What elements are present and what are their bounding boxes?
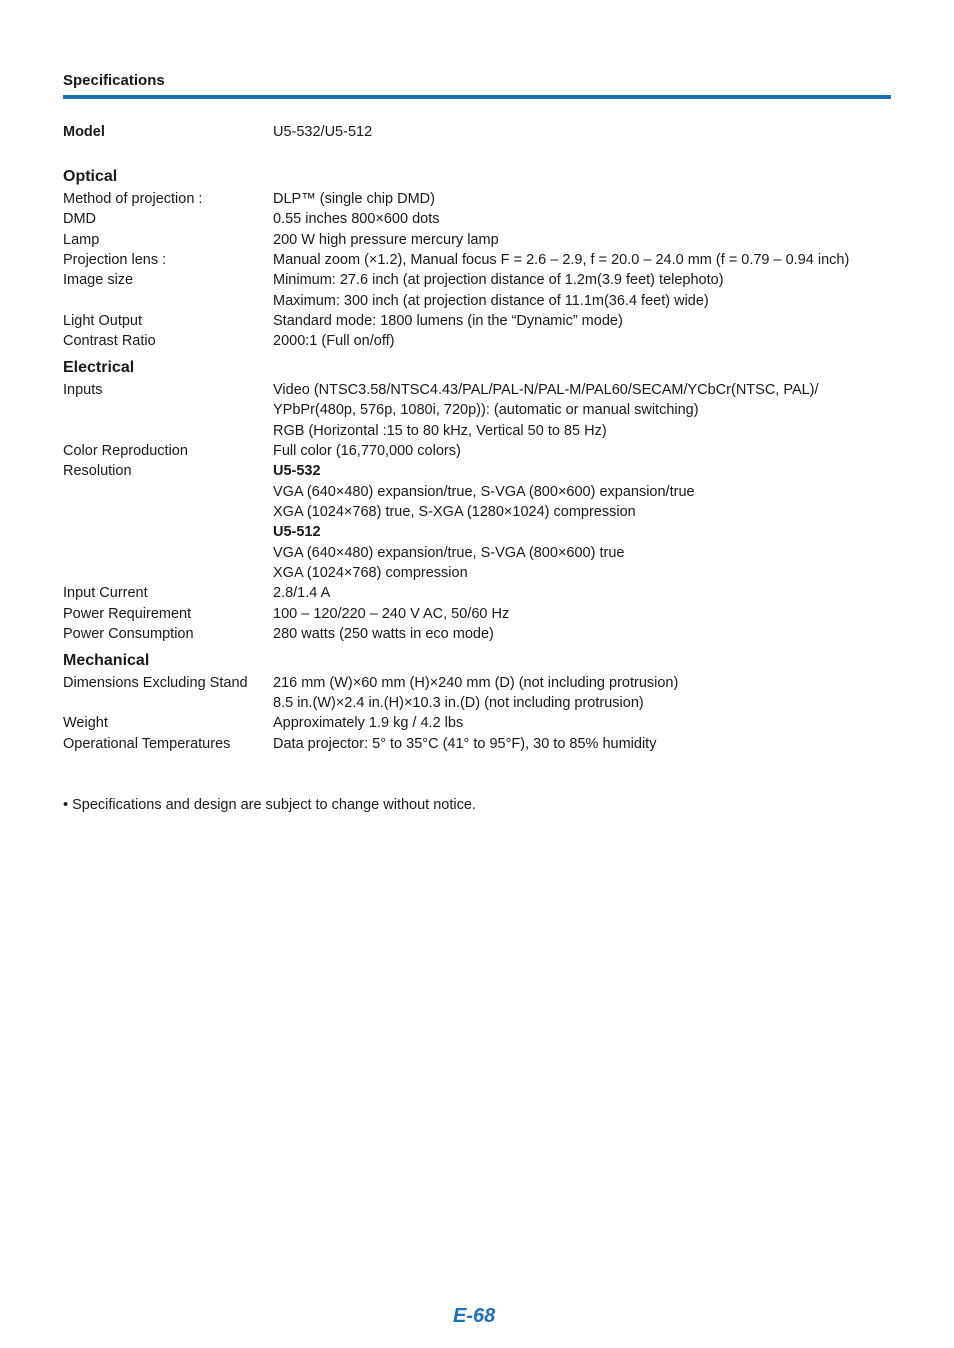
spec-row	[63, 583, 891, 603]
spec-label: Lamp	[63, 232, 100, 248]
spec-value: Full color (16,770,000 colors)	[273, 443, 461, 459]
spec-label: Image size	[63, 272, 134, 288]
spec-value: Standard mode: 1800 lumens (in the “Dynamic” mode)	[273, 313, 623, 329]
spec-label: Light Output	[63, 313, 142, 329]
spec-value: Minimum: 27.6 inch (at projection distance of 1.2m(3.9 feet) telephoto)	[273, 272, 724, 288]
spec-label: Inputs	[63, 382, 103, 398]
spec-value: XGA (1024×768) compression	[273, 565, 468, 581]
spec-row	[63, 209, 891, 229]
spec-label: Operational Temperatures	[63, 736, 231, 752]
spec-value: 2000:1 (Full on/off)	[273, 333, 395, 349]
spec-row	[63, 380, 891, 400]
spec-row	[63, 673, 891, 693]
spec-label: Power Consumption	[63, 626, 194, 642]
spec-row	[63, 502, 891, 522]
spec-row	[63, 734, 891, 754]
spec-row	[63, 693, 891, 713]
spec-value: 8.5 in.(W)×2.4 in.(H)×10.3 in.(D) (not including protrusion)	[273, 695, 644, 711]
spec-value: 100 – 120/220 – 240 V AC, 50/60 Hz	[273, 606, 510, 622]
spec-value: VGA (640×480) expansion/true, S-VGA (800×600) true	[273, 545, 625, 561]
spec-label: Contrast Ratio	[63, 333, 156, 349]
model-subheading: U5-512	[273, 524, 321, 540]
spec-value: Manual zoom (×1.2), Manual focus F = 2.6 – 2.9, f = 20.0 – 24.0 mm (f = 0.79 – 0.94 inch)	[273, 252, 850, 268]
spec-row	[63, 441, 891, 461]
spec-row	[63, 563, 891, 583]
spec-row	[63, 250, 891, 270]
spec-row	[63, 604, 891, 624]
spec-label: Weight	[63, 715, 108, 731]
spec-value: DLP™ (single chip DMD)	[273, 191, 435, 207]
spec-label: Color Reproduction	[63, 443, 188, 459]
spec-row	[63, 400, 891, 420]
spec-row	[63, 270, 891, 290]
spec-row	[63, 461, 891, 481]
spec-value: 280 watts (250 watts in eco mode)	[273, 626, 494, 642]
spec-row	[63, 331, 891, 351]
spec-label: DMD	[63, 211, 97, 227]
spec-row	[63, 189, 891, 209]
spec-row	[63, 543, 891, 563]
spec-row	[63, 624, 891, 644]
section-title-optical: Optical	[63, 168, 118, 185]
spec-value: XGA (1024×768) true, S-XGA (1280×1024) compression	[273, 504, 636, 520]
spec-value: 200 W high pressure mercury lamp	[273, 232, 499, 248]
spec-value: U5-532/U5-512	[273, 124, 373, 140]
footnote: • Specifications and design are subject to change without notice.	[63, 797, 476, 813]
spec-label: Power Requirement	[63, 606, 192, 622]
spec-value: 216 mm (W)×60 mm (H)×240 mm (D) (not including protrusion)	[273, 675, 679, 691]
spec-row	[63, 482, 891, 502]
spec-label: Input Current	[63, 585, 148, 601]
section-title-electrical: Electrical	[63, 359, 135, 376]
model-subheading: U5-532	[273, 463, 321, 479]
header-rule	[63, 95, 891, 99]
spec-value: Approximately 1.9 kg / 4.2 lbs	[273, 715, 464, 731]
spec-value: VGA (640×480) expansion/true, S-VGA (800×600) expansion/true	[273, 484, 695, 500]
spec-row	[63, 311, 891, 331]
page-header-title: Specifications	[63, 72, 165, 89]
spec-label: Resolution	[63, 463, 132, 479]
spec-row	[63, 713, 891, 733]
spec-value: YPbPr(480p, 576p, 1080i, 720p)): (automatic or manual switching)	[273, 402, 699, 418]
section-title-mechanical: Mechanical	[63, 652, 150, 669]
spec-value: 2.8/1.4 A	[273, 585, 331, 601]
spec-row-model	[63, 122, 891, 142]
spec-row	[63, 421, 891, 441]
spec-label: Projection lens :	[63, 252, 167, 268]
spec-row	[63, 230, 891, 250]
spec-label: Method of projection :	[63, 191, 203, 207]
spec-value: Maximum: 300 inch (at projection distance of 11.1m(36.4 feet) wide)	[273, 293, 709, 309]
spec-value: RGB (Horizontal :15 to 80 kHz, Vertical 50 to 85 Hz)	[273, 423, 607, 439]
spec-value: Data projector: 5° to 35°C (41° to 95°F), 30 to 85% humidity	[273, 736, 657, 752]
spec-label: Model	[63, 124, 105, 140]
spec-row	[63, 522, 891, 542]
page-number: E-68	[453, 1305, 496, 1327]
spec-row	[63, 291, 891, 311]
spec-label: Dimensions Excluding Stand	[63, 675, 248, 691]
spec-value: Video (NTSC3.58/NTSC4.43/PAL/PAL-N/PAL-M/PAL60/SECAM/YCbCr(NTSC, PAL)/	[273, 382, 819, 398]
spec-value: 0.55 inches 800×600 dots	[273, 211, 440, 227]
